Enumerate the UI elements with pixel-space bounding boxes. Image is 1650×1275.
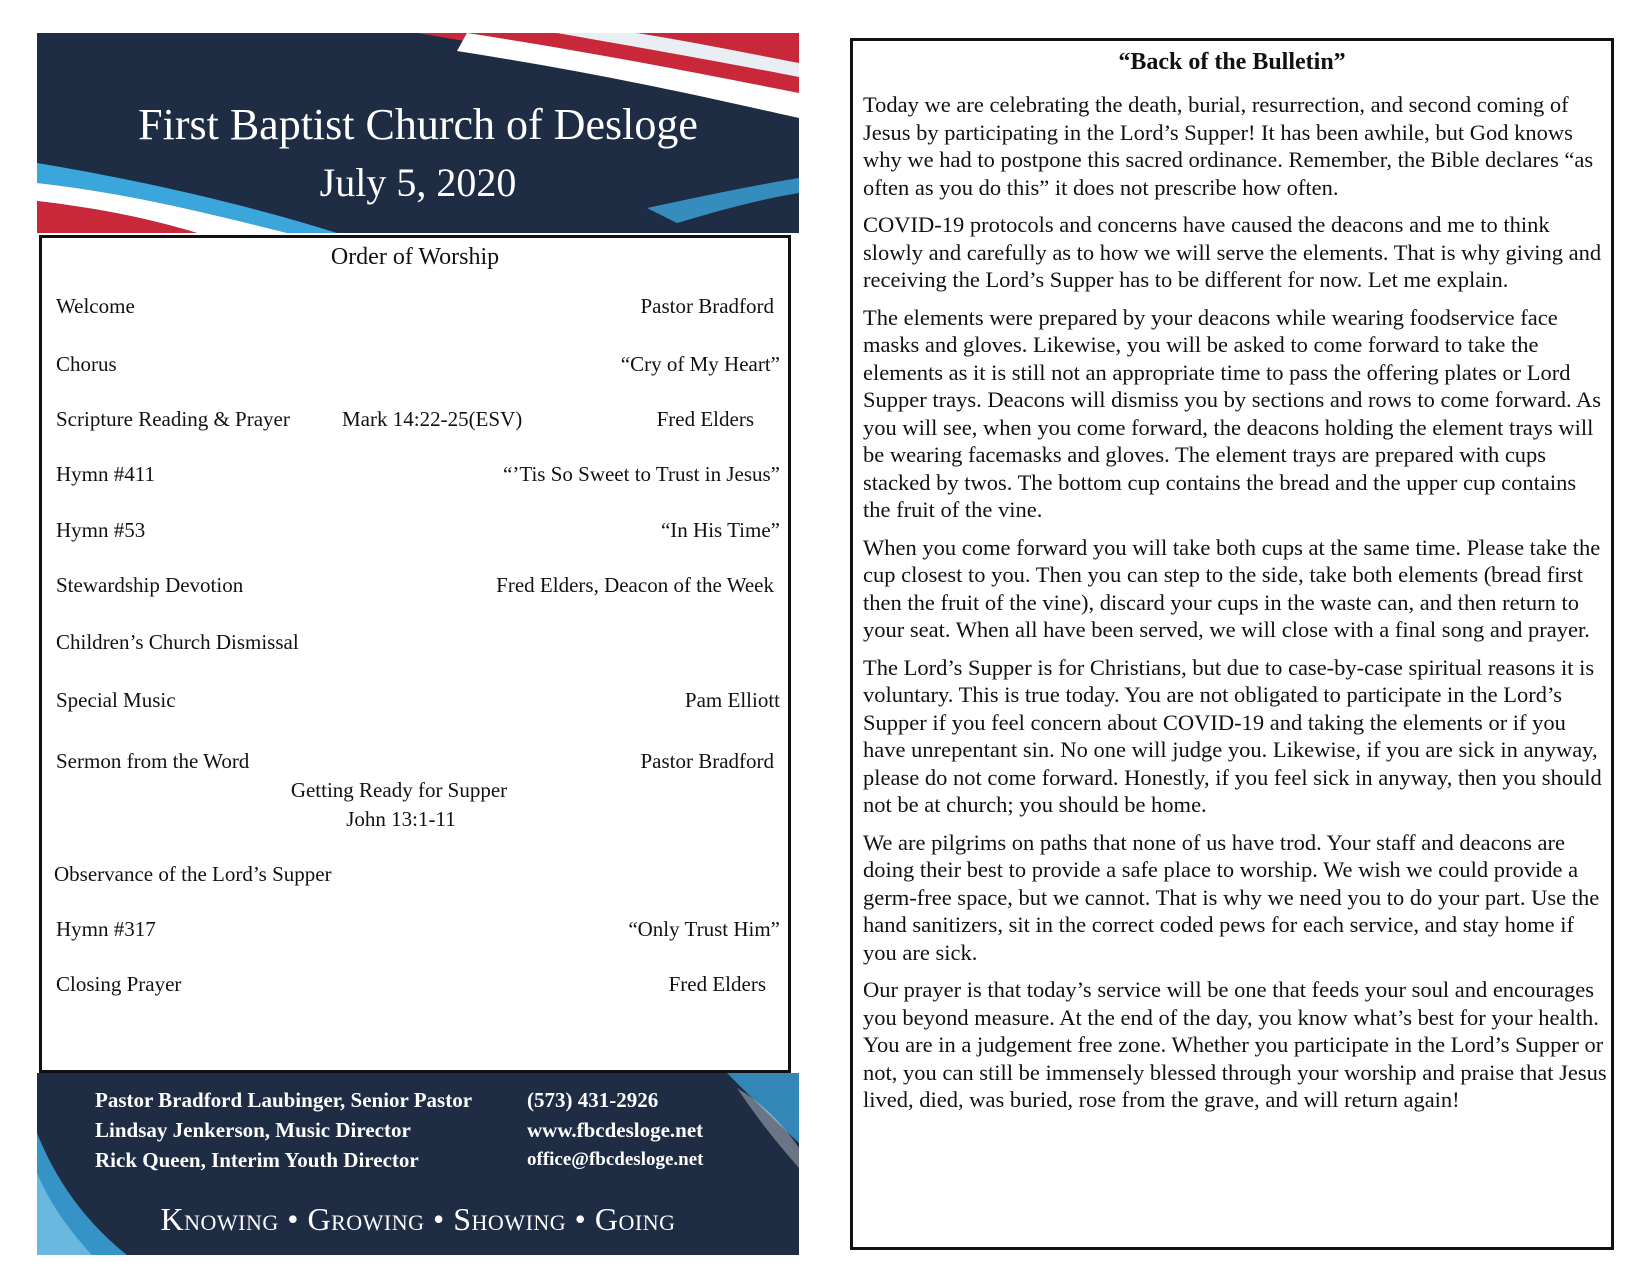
church-motto: Knowing • Growing • Showing • Going — [160, 1201, 676, 1237]
item-part: Hymn #411 — [56, 462, 155, 486]
item-leader: Pastor Bradford — [640, 749, 774, 773]
paragraph: The Lord’s Supper is for Christians, but due to case-by-case spiritual reasons it is voluntary. This is true today. You are not obligated to participate in the Lord’s Supper if you feel concern about COVID-19 and taking the elements or if you have unrepentant sin. No one will judge you. Likewise, if you are sick in anyway, please do not come forward. Honestly, if you feel sick in anyway, then you should not be at church; you should be home. — [863, 654, 1602, 817]
website-link[interactable]: www.fbcdesloge.net — [527, 1118, 704, 1142]
sermon-text: John 13:1-11 — [346, 807, 456, 831]
staff-youth-director: Rick Queen, Interim Youth Director — [95, 1148, 419, 1172]
item-part: Stewardship Devotion — [56, 573, 244, 597]
item-leader: Fred Elders, Deacon of the Week — [496, 573, 774, 597]
item-scripture: Mark 14:22-25(ESV) — [342, 407, 523, 431]
paragraph: Today we are celebrating the death, burial, resurrection, and second coming of Jesus by participating in the Lord’s Supper! It has been awhile, but God knows why we had to postpone this sacred ordinance. Remember, the Bible declares “as often as you do this” it does not prescribe how often. — [863, 92, 1594, 200]
order-title: Order of Worship — [330, 244, 500, 270]
item-part: Welcome — [56, 294, 135, 318]
contact-info — [527, 1085, 703, 1175]
item-leader: “’Tis So Sweet to Trust in Jesus” — [503, 462, 780, 486]
sermon-title: Getting Ready for Supper — [290, 778, 508, 802]
item-part: Sermon from the Word — [56, 749, 250, 773]
item-part: Observance of the Lord’s Supper — [54, 862, 332, 886]
paragraph: COVID-19 protocols and concerns have caused the deacons and me to think slowly and carefully as to how we will serve the elements. That is why giving and receiving the Lord’s Supper has to be different for now. Let me explain. — [863, 212, 1602, 292]
paragraph: When you come forward you will take both cups at the same time. Please take the cup closest to you. Then you can step to the side, take both elements (bread first then the fruit of the vine), discard your cups in the waste can, and then return to your seat. When all have been served, we will close with a final song and prayer. — [863, 534, 1601, 642]
bulletin-front — [37, 33, 799, 1255]
item-leader: Pam Elliott — [684, 688, 780, 712]
item-leader: Fred Elders — [656, 407, 754, 431]
phone-number: (573) 431-2926 — [527, 1088, 659, 1112]
item-leader: “Cry of My Heart” — [620, 352, 780, 376]
item-part: Hymn #53 — [56, 518, 146, 542]
item-leader: “In His Time” — [660, 518, 780, 542]
item-part: Closing Prayer — [56, 972, 182, 996]
staff-music-director: Lindsay Jenkerson, Music Director — [95, 1118, 411, 1142]
header-banner — [37, 33, 799, 233]
item-leader: “Only Trust Him” — [628, 917, 780, 941]
church-name: First Baptist Church of Desloge — [138, 100, 698, 149]
paragraph: We are pilgrims on paths that none of us have trod. Your staff and deacons are doing their best to provide a safe place to worship. We wish we could provide a germ-free space, but we cannot. That is why we need you to do your part. Use the hand sanitizers, sit in the correct coded pews for each service, and stay home if you are sick. — [863, 829, 1600, 965]
staff-list — [95, 1085, 472, 1175]
item-part: Scripture Reading & Prayer — [56, 407, 290, 431]
item-part: Chorus — [56, 352, 117, 376]
item-part: Hymn #317 — [56, 917, 156, 941]
order-of-worship — [39, 235, 791, 1073]
service-date: July 5, 2020 — [319, 160, 517, 205]
footer-banner — [37, 1073, 799, 1255]
item-leader: Fred Elders — [668, 972, 766, 996]
paragraph: Our prayer is that today’s service will be one that feeds your soul and encourages you beyond measure. At the end of the day, you know what’s best for your health. You are in a judgement free zone. Whether you participate in the Lord’s Supper or not, you can still be immensely blessed through your worship and praise that Jesus lived, died, was buried, rose from the grave, and will return again! — [863, 977, 1607, 1112]
item-leader: Pastor Bradford — [640, 294, 774, 318]
item-part: Special Music — [56, 688, 176, 712]
email-link[interactable]: office@fbcdesloge.net — [527, 1149, 704, 1170]
message-body — [863, 91, 1607, 1124]
back-title: “Back of the Bulletin” — [1118, 49, 1346, 75]
paragraph: The elements were prepared by your deacons while wearing foodservice face masks and gloves. Likewise, you will be asked to come forward to take the elements as it is still not an appropriate time to pass the offering plates or Lord Supper trays. Deacons will dismiss you by sections and rows to come forward. As you will see, when you come forward, the deacons holding the element trays will be wearing facemasks and gloves. The element trays are prepared with cups stacked by twos. The bottom cup contains the bread and the upper cup contains the fruit of the vine. — [863, 304, 1602, 522]
back-of-bulletin — [850, 38, 1614, 1250]
staff-senior-pastor: Pastor Bradford Laubinger, Senior Pastor — [95, 1088, 473, 1112]
item-part: Children’s Church Dismissal — [56, 630, 299, 654]
